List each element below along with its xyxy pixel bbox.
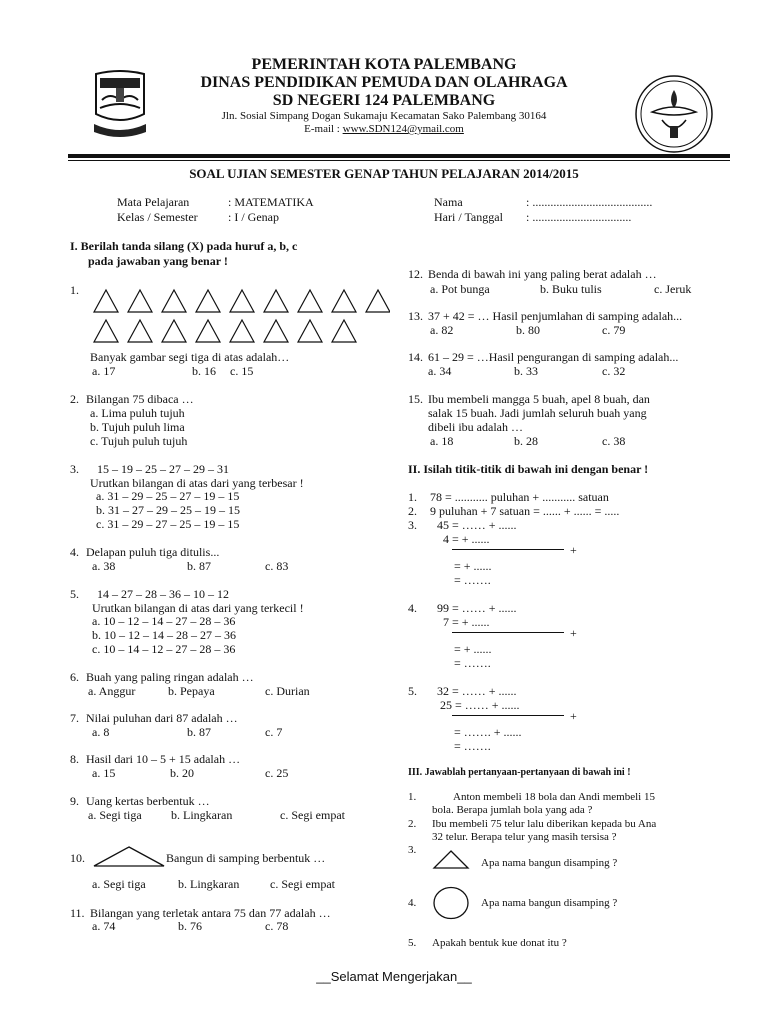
triangle-icon (332, 320, 356, 342)
s2-q4-row2[interactable]: 7 = + ...... (443, 615, 490, 629)
q8-option-c[interactable]: c. 25 (265, 766, 289, 780)
q10-text: Bangun di samping berbentuk … (166, 851, 326, 865)
q12-option-b[interactable]: b. Buku tulis (540, 282, 602, 296)
q11-number: 11. (70, 906, 85, 920)
triangle-icon (230, 320, 254, 342)
s2-q5-sum-line (452, 715, 564, 716)
q9-option-b[interactable]: b. Lingkaran (171, 808, 233, 822)
q2-option-b[interactable]: b. Tujuh puluh lima (90, 420, 185, 434)
q3-option-c[interactable]: c. 31 – 29 – 27 – 25 – 19 – 15 (96, 517, 240, 531)
s2-q4-row1[interactable]: 99 = …… + ...... (437, 601, 517, 615)
triangle-icon (332, 290, 356, 312)
q9-option-c[interactable]: c. Segi empat (280, 808, 345, 822)
subject-value: : MATEMATIKA (228, 195, 314, 209)
q1-text: Banyak gambar segi tiga di atas adalah… (90, 350, 290, 364)
q5-text: Urutkan bilangan di atas dari yang terkecil ! (92, 601, 304, 615)
q2-text: Bilangan 75 dibaca … (86, 392, 194, 406)
q10-option-a[interactable]: a. Segi tiga (92, 877, 146, 891)
triangle-icon (94, 290, 118, 312)
triangle-icon (128, 320, 152, 342)
q11-text: Bilangan yang terletak antara 75 dan 77 adalah … (90, 906, 331, 920)
q7-option-b[interactable]: b. 87 (187, 725, 211, 739)
section1-title-line2: pada jawaban yang benar ! (88, 254, 228, 268)
q3-text: Urutkan bilangan di atas dari yang terbesar ! (90, 476, 304, 490)
triangle-icon (298, 290, 322, 312)
q2-option-a[interactable]: a. Lima puluh tujuh (90, 406, 185, 420)
q15-number: 15. (408, 392, 423, 406)
s3-q3-number: 3. (408, 844, 417, 856)
q7-number: 7. (70, 711, 79, 725)
s2-q4-number: 4. (408, 601, 417, 615)
q3-number: 3. (70, 462, 79, 476)
q12-option-c[interactable]: c. Jeruk (654, 282, 692, 296)
q15-text-line2: salak 15 buah. Jadi jumlah seluruh buah yang (428, 406, 647, 420)
q8-option-b[interactable]: b. 20 (170, 766, 194, 780)
s3-q1-line1: Anton membeli 18 bola dan Andi membeli 15 (453, 791, 655, 803)
date-label: Hari / Tanggal (434, 210, 503, 224)
s2-q3-number: 3. (408, 518, 417, 532)
q5-option-c[interactable]: c. 10 – 14 – 12 – 27 – 28 – 36 (92, 642, 236, 656)
q2-number: 2. (70, 392, 79, 406)
q9-option-a[interactable]: a. Segi tiga (88, 808, 142, 822)
s2-q5-row1[interactable]: 32 = …… + ...... (437, 684, 517, 698)
q3-option-a[interactable]: a. 31 – 29 – 25 – 27 – 19 – 15 (96, 489, 240, 503)
s2-q4-row4[interactable]: = ……. (454, 656, 491, 670)
q11-option-a[interactable]: a. 74 (92, 919, 116, 933)
s2-q3-row4[interactable]: = ……. (454, 573, 491, 587)
circle-shape-icon (432, 886, 470, 920)
triangle-figure (90, 288, 390, 346)
header-line-2: DINAS PENDIDIKAN PEMUDA DAN OLAHRAGA (200, 74, 568, 91)
s2-q4-plus: + (570, 626, 577, 640)
q6-text: Buah yang paling ringan adalah … (86, 670, 254, 684)
s2-q3-sum-line (452, 549, 564, 550)
exam-title: SOAL UJIAN SEMESTER GENAP TAHUN PELAJARAN 2014/2015 (189, 166, 579, 181)
s2-q1-number: 1. (408, 490, 417, 504)
q13-option-b[interactable]: b. 80 (516, 323, 540, 337)
school-email-row (0, 123, 768, 135)
q8-text: Hasil dari 10 – 5 + 15 adalah … (86, 752, 241, 766)
q14-text: 61 – 29 = …Hasil pengurangan di samping adalah... (428, 350, 679, 364)
triangle-icon (94, 320, 118, 342)
q15-option-a[interactable]: a. 18 (430, 434, 454, 448)
s2-q5-row2[interactable]: 25 = …… + ...... (440, 698, 520, 712)
name-field[interactable]: : ........................................ (526, 195, 653, 209)
s3-q3-text: Apa nama bangun disamping ? (481, 857, 618, 869)
q14-option-a[interactable]: a. 34 (428, 364, 452, 378)
s2-q5-row4[interactable]: = ……. (454, 739, 491, 753)
q7-option-a[interactable]: a. 8 (92, 725, 110, 739)
q9-text: Uang kertas berbentuk … (86, 794, 210, 808)
q5-option-b[interactable]: b. 10 – 12 – 14 – 28 – 27 – 36 (92, 628, 236, 642)
triangle-icon (366, 290, 390, 312)
q14-number: 14. (408, 350, 423, 364)
class-label: Kelas / Semester (117, 210, 198, 224)
s2-q4-row3[interactable]: = + ...... (454, 642, 492, 656)
triangle-icon (230, 290, 254, 312)
q8-option-a[interactable]: a. 15 (92, 766, 116, 780)
q15-option-b[interactable]: b. 28 (514, 434, 538, 448)
q6-option-b[interactable]: b. Pepaya (168, 684, 215, 698)
s2-q2-text[interactable]: 9 puluhan + 7 satuan = ...... + ...... = ..... (430, 504, 620, 518)
s3-q2-line1: Ibu membeli 75 telur lalu diberikan kepada bu Ana (432, 818, 657, 830)
q14-option-c[interactable]: c. 32 (602, 364, 626, 378)
section3-title: III. Jawablah pertanyaan-pertanyaan di bawah ini ! (408, 767, 631, 778)
q13-option-c[interactable]: c. 79 (602, 323, 626, 337)
s3-q5-number: 5. (408, 937, 417, 949)
q4-text: Delapan puluh tiga ditulis... (86, 545, 220, 559)
triangle-icon (196, 320, 220, 342)
q3-sequence: 15 – 19 – 25 – 27 – 29 – 31 (97, 462, 229, 476)
q1-option-b[interactable]: b. 16 (192, 364, 216, 378)
s2-q3-row2[interactable]: 4 = + ...... (443, 532, 490, 546)
s2-q5-number: 5. (408, 684, 417, 698)
triangle-shape-icon (432, 850, 470, 870)
date-field[interactable]: : ................................. (526, 210, 632, 224)
triangle-icon (264, 320, 288, 342)
name-label: Nama (434, 195, 463, 209)
s3-q5-text: Apakah bentuk kue donat itu ? (432, 937, 567, 949)
q9-number: 9. (70, 794, 79, 808)
q5-option-a[interactable]: a. 10 – 12 – 14 – 27 – 28 – 36 (92, 614, 236, 628)
q13-number: 13. (408, 309, 423, 323)
triangle-icon (162, 320, 186, 342)
q10-number: 10. (70, 851, 85, 865)
s2-q5-row3[interactable]: = ……. + ...... (454, 725, 522, 739)
header-rule-thick (68, 154, 730, 158)
q2-option-c[interactable]: c. Tujuh puluh tujuh (90, 434, 188, 448)
q15-text-line1: Ibu membeli mangga 5 buah, apel 8 buah, dan (428, 392, 650, 406)
q4-option-b[interactable]: b. 87 (187, 559, 211, 573)
header-line-3: SD NEGERI 124 PALEMBANG (272, 92, 496, 109)
s3-q4-number: 4. (408, 897, 417, 909)
q1-option-c[interactable]: c. 15 (230, 364, 254, 378)
section1-title-line1: I. Berilah tanda silang (X) pada huruf a, b, c (70, 239, 298, 253)
header-rule-thin (68, 160, 730, 161)
s2-q2-number: 2. (408, 504, 417, 518)
q14-option-b[interactable]: b. 33 (514, 364, 538, 378)
q13-option-a[interactable]: a. 82 (430, 323, 454, 337)
q6-option-c[interactable]: c. Durian (265, 684, 310, 698)
s3-q2-line2: 32 telur. Berapa telur yang masih tersisa ? (432, 831, 617, 843)
q11-option-b[interactable]: b. 76 (178, 919, 202, 933)
q12-text: Benda di bawah ini yang paling berat adalah … (428, 267, 657, 281)
q15-text-line3: dibeli ibu adalah … (428, 420, 523, 434)
q1-number: 1. (70, 283, 79, 297)
s2-q1-text[interactable]: 78 = ........... puluhan + ........... satuan (430, 490, 609, 504)
q5-number: 5. (70, 587, 79, 601)
q15-option-c[interactable]: c. 38 (602, 434, 626, 448)
email-link[interactable]: www.SDN124@ymail.com (342, 123, 464, 135)
q5-sequence: 14 – 27 – 28 – 36 – 10 – 12 (97, 587, 229, 601)
triangle-icon (196, 290, 220, 312)
s3-q2-number: 2. (408, 818, 417, 830)
q7-option-c[interactable]: c. 7 (265, 725, 283, 739)
q3-option-b[interactable]: b. 31 – 27 – 29 – 25 – 19 – 15 (96, 503, 240, 517)
s2-q5-plus: + (570, 709, 577, 723)
s3-q1-number: 1. (408, 791, 417, 803)
q7-text: Nilai puluhan dari 87 adalah … (86, 711, 238, 725)
triangle-icon (162, 290, 186, 312)
triangle-icon (298, 320, 322, 342)
q10-option-b[interactable]: b. Lingkaran (178, 877, 240, 891)
section2-title: II. Isilah titik-titik di bawah ini dengan benar ! (408, 462, 649, 476)
q13-text: 37 + 42 = … Hasil penjumlahan di samping adalah... (428, 309, 683, 323)
s2-q4-sum-line (452, 632, 564, 633)
q4-number: 4. (70, 545, 79, 559)
class-value: : I / Genap (228, 210, 279, 224)
q12-number: 12. (408, 267, 423, 281)
q1-option-a[interactable]: a. 17 (92, 364, 116, 378)
triangle-icon (264, 290, 288, 312)
footer-message: __Selamat Mengerjakan__ (316, 969, 472, 984)
q6-option-a[interactable]: a. Anggur (88, 684, 136, 698)
school-address: Jln. Sosial Simpang Dogan Sukamaju Kecamatan Sako Palembang 30164 (221, 110, 547, 122)
subject-label: Mata Pelajaran (117, 195, 190, 209)
q8-number: 8. (70, 752, 79, 766)
s3-q4-text: Apa nama bangun disamping ? (481, 897, 618, 909)
q10-option-c[interactable]: c. Segi empat (270, 877, 335, 891)
triangle-shape-icon (92, 846, 166, 868)
q4-option-a[interactable]: a. 38 (92, 559, 116, 573)
triangle-icon (128, 290, 152, 312)
s2-q3-plus: + (570, 543, 577, 557)
header-line-1: PEMERINTAH KOTA PALEMBANG (251, 56, 517, 73)
q12-option-a[interactable]: a. Pot bunga (430, 282, 490, 296)
s2-q3-row3[interactable]: = + ...... (454, 559, 492, 573)
s3-q1-line2: bola. Berapa jumlah bola yang ada ? (432, 804, 593, 816)
s2-q3-row1[interactable]: 45 = …… + ...... (437, 518, 517, 532)
q6-number: 6. (70, 670, 79, 684)
q11-option-c[interactable]: c. 78 (265, 919, 289, 933)
q4-option-c[interactable]: c. 83 (265, 559, 289, 573)
email-label: E-mail : (304, 123, 343, 135)
